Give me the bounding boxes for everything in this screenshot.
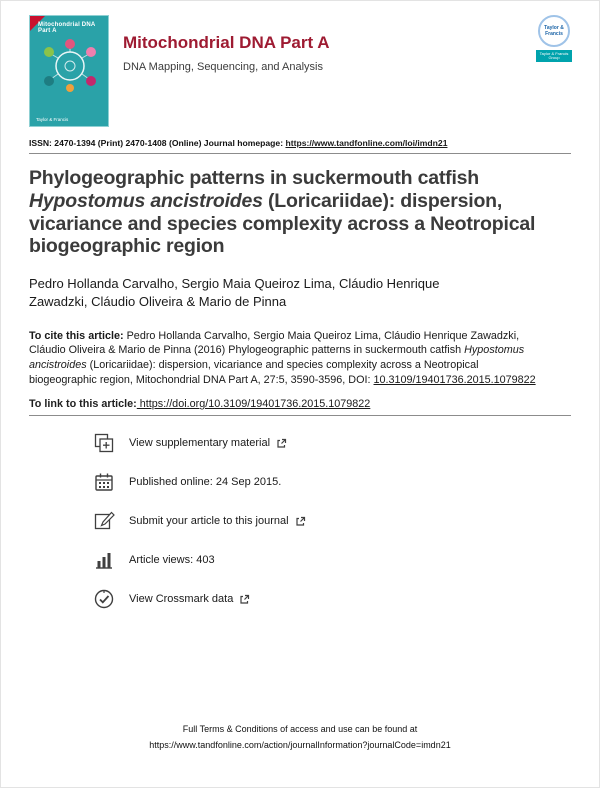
journal-cover-thumbnail: [29, 15, 109, 127]
calendar-icon: [93, 471, 115, 493]
article-views-label: Article views: 403: [129, 554, 215, 567]
supplementary-label[interactable]: View supplementary material: [129, 437, 271, 450]
cite-text-2: (Loricariidae): dispersion, vicariance and species complexity across a Neotropical biogeographic region, Mitochondrial DNA Part A, 27:5, 3590-3596, DOI:: [29, 358, 479, 386]
taylor-francis-globe-icon: Taylor & Francis: [538, 15, 570, 47]
cite-species: Hypostomus ancistroides: [29, 344, 525, 371]
masthead: [29, 15, 571, 127]
tolink-label: To link to this article:: [29, 398, 137, 411]
action-list: [29, 431, 571, 611]
issn-line: [29, 138, 571, 148]
article-title-text: Phylogeographic patterns in suckermouth catfish: [29, 167, 480, 189]
article-title: [29, 167, 544, 258]
cover-title: Mitochondrial DNA Part A: [38, 22, 96, 34]
citation-block: [29, 329, 541, 388]
article-title-text-2: (Loricariidae): dispersion, vicariance and species complexity across a Neotropical biogeographic region: [29, 189, 536, 258]
supplementary-icon: [93, 432, 115, 454]
cover-publisher-text: Taylor & Francis: [36, 117, 69, 122]
article-views-row: [93, 548, 571, 572]
article-title-species: Hypostomus ancistroides: [29, 189, 263, 212]
journal-subtitle: DNA Mapping, Sequencing, and Analysis: [123, 61, 323, 73]
taylor-francis-band: Taylor & Francis Group: [536, 50, 572, 62]
tolink-block: [29, 398, 571, 410]
journal-header: [123, 15, 571, 73]
terms-footer-text: Full Terms & Conditions of access and use can be found at: [182, 724, 418, 735]
terms-footer: [1, 722, 599, 753]
published-online-row: [93, 470, 571, 494]
issn-label: ISSN: 2470-1394 (Print) 2470-1408 (Online) Journal homepage:: [29, 138, 286, 148]
published-online-label: Published online: 24 Sep 2015.: [129, 476, 282, 489]
cite-label: To cite this article:: [29, 329, 124, 342]
external-link-icon: [276, 438, 287, 449]
crossmark-icon: [93, 588, 115, 610]
submit-article-label[interactable]: Submit your article to this journal: [129, 515, 289, 528]
supplementary-material-row[interactable]: [93, 431, 571, 455]
submit-icon: [93, 510, 115, 532]
doi-link[interactable]: https://doi.org/10.3109/19401736.2015.1079822: [136, 398, 371, 411]
divider-top: [29, 153, 571, 154]
terms-footer-link[interactable]: https://www.tandfonline.com/action/journalInformation?journalCode=imdn21: [149, 739, 451, 750]
crossmark-label[interactable]: View Crossmark data: [129, 593, 234, 606]
bar-chart-icon: [93, 549, 115, 571]
taylor-francis-logo: [531, 15, 577, 62]
mitochondrial-diagram-icon: [40, 38, 100, 98]
journal-title: Mitochondrial DNA Part A: [123, 33, 330, 52]
crossmark-row[interactable]: [93, 587, 571, 611]
author-list: Pedro Hollanda Carvalho, Sergio Maia Queiroz Lima, Cláudio Henrique Zawadzki, Cláudio Oliveira & Mario de Pinna: [29, 276, 440, 310]
divider-bottom: [29, 415, 571, 416]
cite-text: Pedro Hollanda Carvalho, Sergio Maia Queiroz Lima, Cláudio Henrique Zawadzki, Cláudio Oliveira & Mario de Pinna (2016) Phylogeographic patterns in suckermouth catfish: [29, 329, 520, 357]
submit-article-row[interactable]: [93, 509, 571, 533]
external-link-icon: [239, 594, 250, 605]
journal-homepage-link[interactable]: https://www.tandfonline.com/loi/imdn21: [285, 138, 448, 148]
external-link-icon: [295, 516, 306, 527]
cite-doi-link[interactable]: 10.3109/19401736.2015.1079822: [373, 373, 536, 386]
